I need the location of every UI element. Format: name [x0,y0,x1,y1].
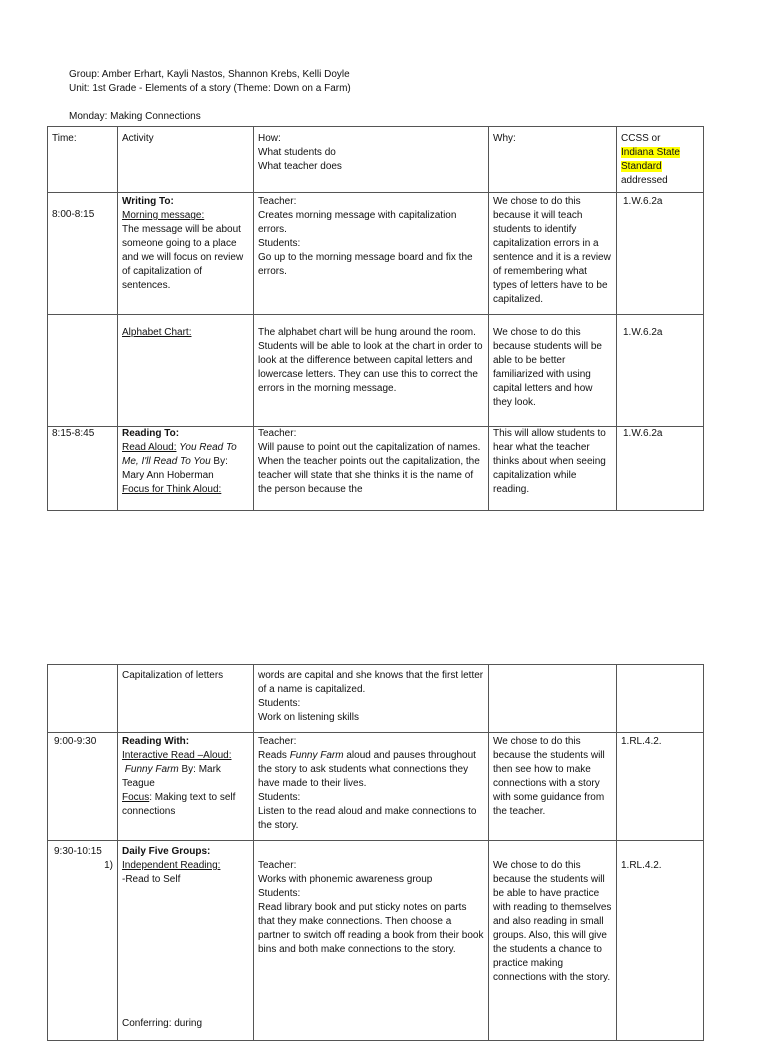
focus-label: Focus for Think Aloud: [122,484,222,495]
how-teacher-label: Teacher: [258,736,297,747]
header-ccss-highlight: Indiana State Standard [621,147,680,172]
why-text: We chose to do this because the students will then see how to make connections with a story with some guidance from the teacher. [493,736,605,817]
table-row [48,193,704,315]
book-title: Funny Farm [124,764,179,775]
row-time: 8:15-8:45 [52,428,95,439]
activity-subtitle: Alphabet Chart: [122,327,192,338]
how-text: The alphabet chart will be hung around the room. Students will be able to look at the chart in order to look at the difference between capital letters and lowercase letters. They can use this to correct the errors in the morning message. [258,327,483,394]
activity-focus [122,791,249,819]
focus-label: Focus [122,792,150,803]
how-text: Teacher: Works with phonemic awareness group Students: Read library book and put sticky notes on parts that they make connections. Then choose a partner to switch off reading a book from their book bins and both make connections to the story. [258,860,484,955]
read-aloud-label: Read Aloud: [122,442,177,453]
activity-read-aloud [122,441,249,483]
conferring-text: Conferring: during [122,1018,203,1029]
how-text: words are capital and she knows that the first letter of a name is capitalized. Students: Work on listening skills [258,670,484,723]
how-reads: Reads [258,750,290,761]
unit-line: Unit: 1st Grade - Elements of a story (Theme: Down on a Farm) [69,83,351,94]
activity-text: Capitalization of letters [122,670,224,681]
day-line: Monday: Making Connections [69,111,201,122]
activity-read-self: -Read to Self [122,874,181,885]
activity-subtitle: Morning message: [122,210,205,221]
header-activity: Activity [122,133,154,144]
table-row [48,427,704,511]
book-title: Funny Farm [289,750,344,761]
activity-title: Reading With: [122,736,190,747]
why-text: We chose to do this because it will teach students to identify capitalization errors in a sentence and it is a review of remembering what types of letters have to be capitalized. [493,196,611,305]
activity-description: The message will be about someone going to a place and we will focus on review of capitalization of sentences. [122,224,244,291]
lesson-plan-table-1 [47,126,704,511]
why-text: We chose to do this because the students will be able to have practice with reading to themselves and also reading in small groups. Also, this will give the students a chance to practice making connections with the story. [493,860,612,983]
how-text: Teacher: Will pause to point out the capitalization of names. When the teacher points out the capitalization, the teacher will state that she thinks it is the name of the person because the [258,428,481,495]
list-number: 1) [104,860,113,871]
activity-subtitle: Interactive Read –Aloud: [122,750,232,761]
table-row [48,733,704,841]
activity-book [122,763,249,791]
book-author: By: Mary Ann Hoberman [122,456,228,481]
header-why: Why: [493,133,516,144]
why-text: We chose to do this because students will be able to be better familiarized with using capital letters and how they look. [493,327,602,408]
how-text: Teacher: Creates morning message with capitalization errors. Students: Go up to the morning message board and fix the errors. [258,196,473,277]
standard-code: 1.RL.4.2. [621,860,662,871]
focus-text: : Making text to self connections [122,792,236,817]
table-row [48,665,704,733]
standard-code: 1.W.6.2a [623,428,663,439]
activity-subtitle: Independent Reading: [122,860,221,871]
activity-title: Writing To: [122,196,174,207]
why-text: This will allow students to hear what the teacher thinks about when seeing capitalization while reading. [493,428,606,495]
book-author: By: Mark Teague [122,764,221,789]
standard-code: 1.W.6.2a [623,327,663,338]
header-ccss-line3: addressed [621,175,668,186]
row-time: 8:00-8:15 [52,209,95,220]
lesson-plan-table-2 [47,664,704,1041]
header-ccss [617,127,704,193]
standard-code: 1.RL.4.2. [621,736,662,747]
activity-title: Daily Five Groups: [122,846,211,857]
group-line: Group: Amber Erhart, Kayli Nastos, Shannon Krebs, Kelli Doyle [69,69,350,80]
row-time: 9:00-9:30 [54,736,97,747]
table-header-row [48,127,704,193]
row-time: 9:30-10:15 [54,846,102,857]
how-teacher-text [258,749,484,791]
header-time: Time: [52,133,77,144]
book-title: You Read To Me, I'll Read To You [122,442,237,467]
how-rest: aloud and pauses throughout the story to ask students what connections they have made to their lives. [258,750,476,789]
header-ccss-line1: CCSS or [621,133,661,144]
table-row [48,315,704,427]
table-row [48,841,704,1041]
header-how: How: What students do What teacher does [258,133,342,172]
how-students: Students: Listen to the read aloud and make connections to the story. [258,792,477,831]
standard-code: 1.W.6.2a [623,196,663,207]
activity-title: Reading To: [122,428,180,439]
